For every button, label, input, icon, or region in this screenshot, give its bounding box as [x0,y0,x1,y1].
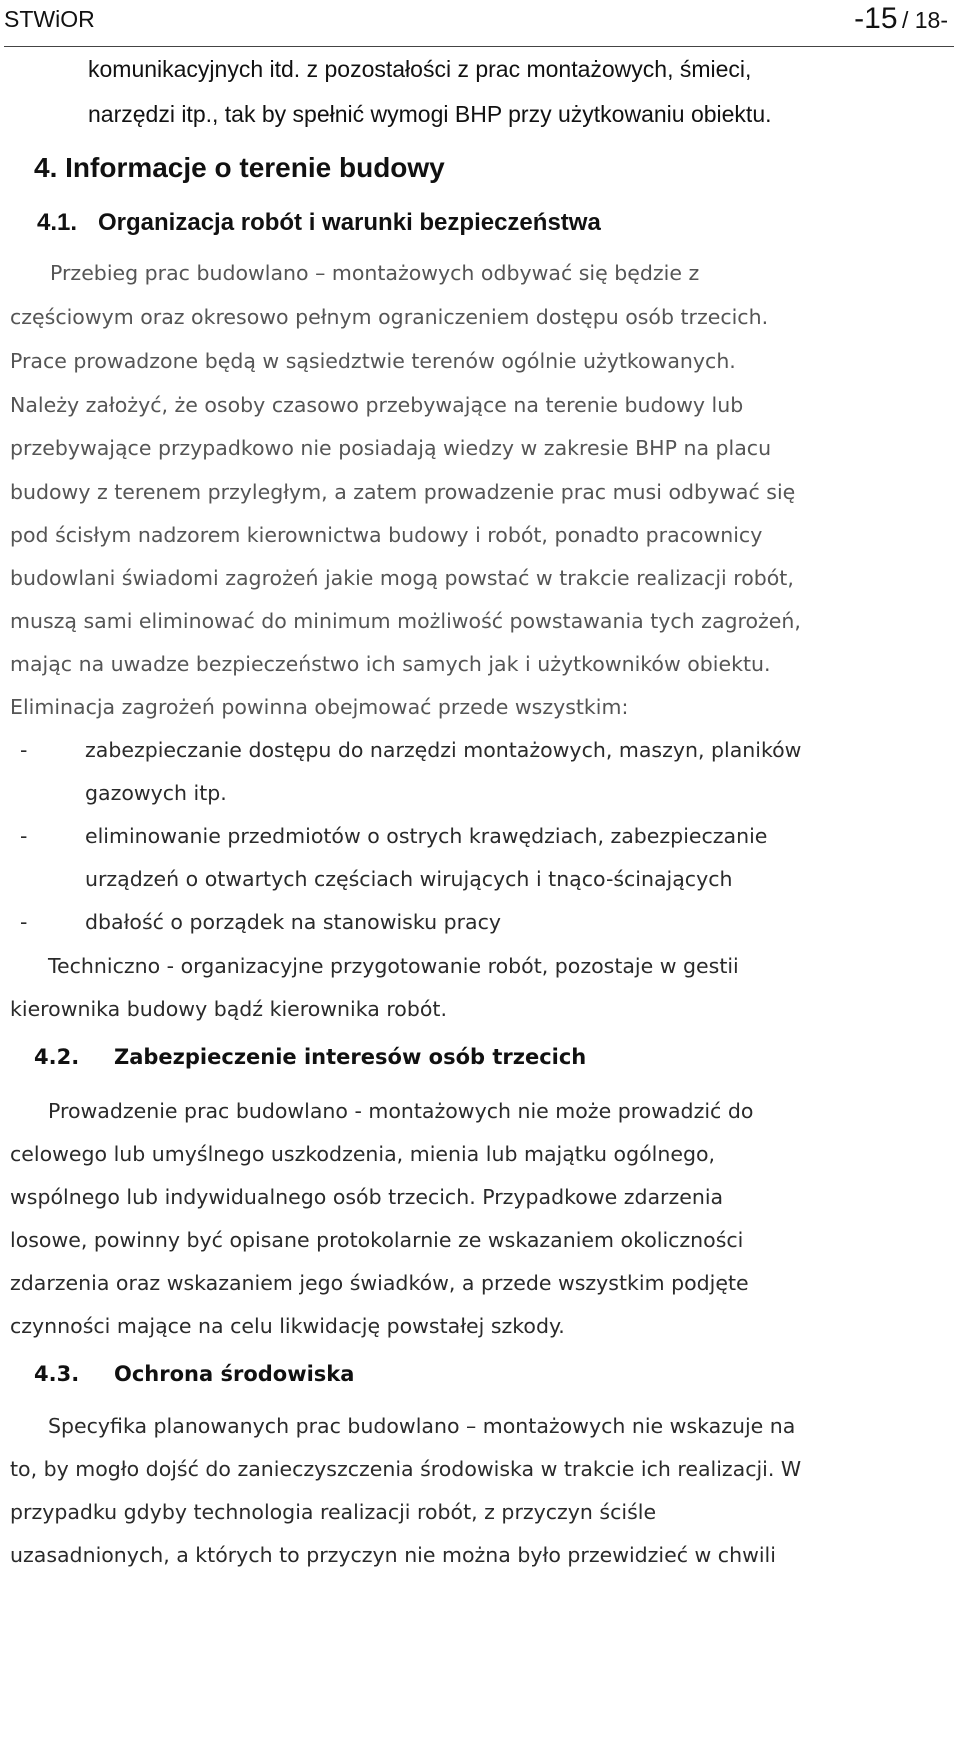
bullet-item-line: dbałość o porządek na stanowisku pracy [85,910,501,934]
s42-line: czynności mające na celu likwidację powstałej szkody. [10,1314,565,1338]
s41-p1-line: Prace prowadzone będą w sąsiedztwie terenów ogólnie użytkowanych. [10,349,736,373]
s41-p2-line: pod ścisłym nadzorem kierownictwa budowy i robót, ponadto pracownicy [10,523,763,547]
s41-p2-line: przebywające przypadkowo nie posiadają wiedzy w zakresie BHP na placu [10,436,772,460]
page-header [4,0,954,47]
s42-line: wspólnego lub indywidualnego osób trzecich. Przypadkowe zdarzenia [10,1185,724,1209]
section-4-1-number: 4.1. [37,209,78,236]
bullet-dash: - [20,910,28,934]
s43-line: Specyfika planowanych prac budowlano – montażowych nie wskazuje na [48,1414,796,1438]
s42-line: zdarzenia oraz wskazaniem jego świadków, a przede wszystkim podjęte [10,1271,749,1295]
s43-line: przypadku gdyby technologia realizacji robót, z przyczyn ściśle [10,1500,657,1524]
s42-line: celowego lub umyślnego uszkodzenia, mienia lub majątku ogólnego, [10,1142,716,1166]
bullet-item-line: eliminowanie przedmiotów o ostrych krawędziach, zabezpieczanie [85,824,768,848]
bullet-item-line: urządzeń o otwartych częściach wirujących i tnąco-ścinających [85,867,733,891]
section-4-3-number: 4.3. [34,1362,80,1386]
bullet-item-line: zabezpieczanie dostępu do narzędzi montażowych, maszyn, planików [85,738,802,762]
bullet-dash: - [20,738,28,762]
s41-p2-line: budowy z terenem przyległym, a zatem prowadzenie prac musi odbywać się [10,480,796,504]
bullet-dash: - [20,824,28,848]
s41-p2-line: budowlani świadomi zagrożeń jakie mogą powstać w trakcie realizacji robót, [10,566,794,590]
intro-line-2: narzędzi itp., tak by spełnić wymogi BHP przy użytkowaniu obiektu. [88,101,772,127]
bullet-item-line: gazowych itp. [85,781,227,805]
section-4-heading: 4. Informacje o terenie budowy [34,152,445,183]
s41-p1-line: częściowym oraz okresowo pełnym ograniczeniem dostępu osób trzecich. [10,305,769,329]
intro-line-1: komunikacyjnych itd. z pozostałości z prac montażowych, śmieci, [88,56,752,82]
page-number [854,2,948,36]
s41-p2-line: muszą sami eliminować do minimum możliwość powstawania tych zagrożeń, [10,609,801,633]
s41-p2-line: Należy założyć, że osoby czasowo przebywające na terenie budowy lub [10,393,744,417]
section-4-1-heading: Organizacja robót i warunki bezpieczeństwa [98,209,601,236]
s41-p2-line: Eliminacja zagrożeń powinna obejmować przede wszystkim: [10,695,629,719]
s43-line: uzasadnionych, a których to przyczyn nie można było przewidzieć w chwili [10,1543,776,1567]
s41-p3-line: kierownika budowy bądź kierownika robót. [10,997,447,1021]
s42-line: losowe, powinny być opisane protokolarnie ze wskazaniem okoliczności [10,1228,744,1252]
page-current: -15 [854,2,898,35]
section-4-2-number: 4.2. [34,1045,80,1069]
section-4-3-heading: Ochrona środowiska [114,1362,355,1386]
section-4-2-heading: Zabezpieczenie interesów osób trzecich [114,1045,587,1069]
page-total: / 18- [901,7,948,33]
s43-line: to, by mogło dojść do zanieczyszczenia środowiska w trakcie ich realizacji. W [10,1457,802,1481]
s41-p2-line: mając na uwadze bezpieczeństwo ich samych jak i użytkowników obiektu. [10,652,771,676]
s41-p1-line: Przebieg prac budowlano – montażowych odbywać się będzie z [50,261,700,285]
s42-line: Prowadzenie prac budowlano - montażowych nie może prowadzić do [48,1099,754,1123]
document-title: STWiOR [4,6,95,32]
s41-p3-line: Techniczno - organizacyjne przygotowanie robót, pozostaje w gestii [48,954,739,978]
